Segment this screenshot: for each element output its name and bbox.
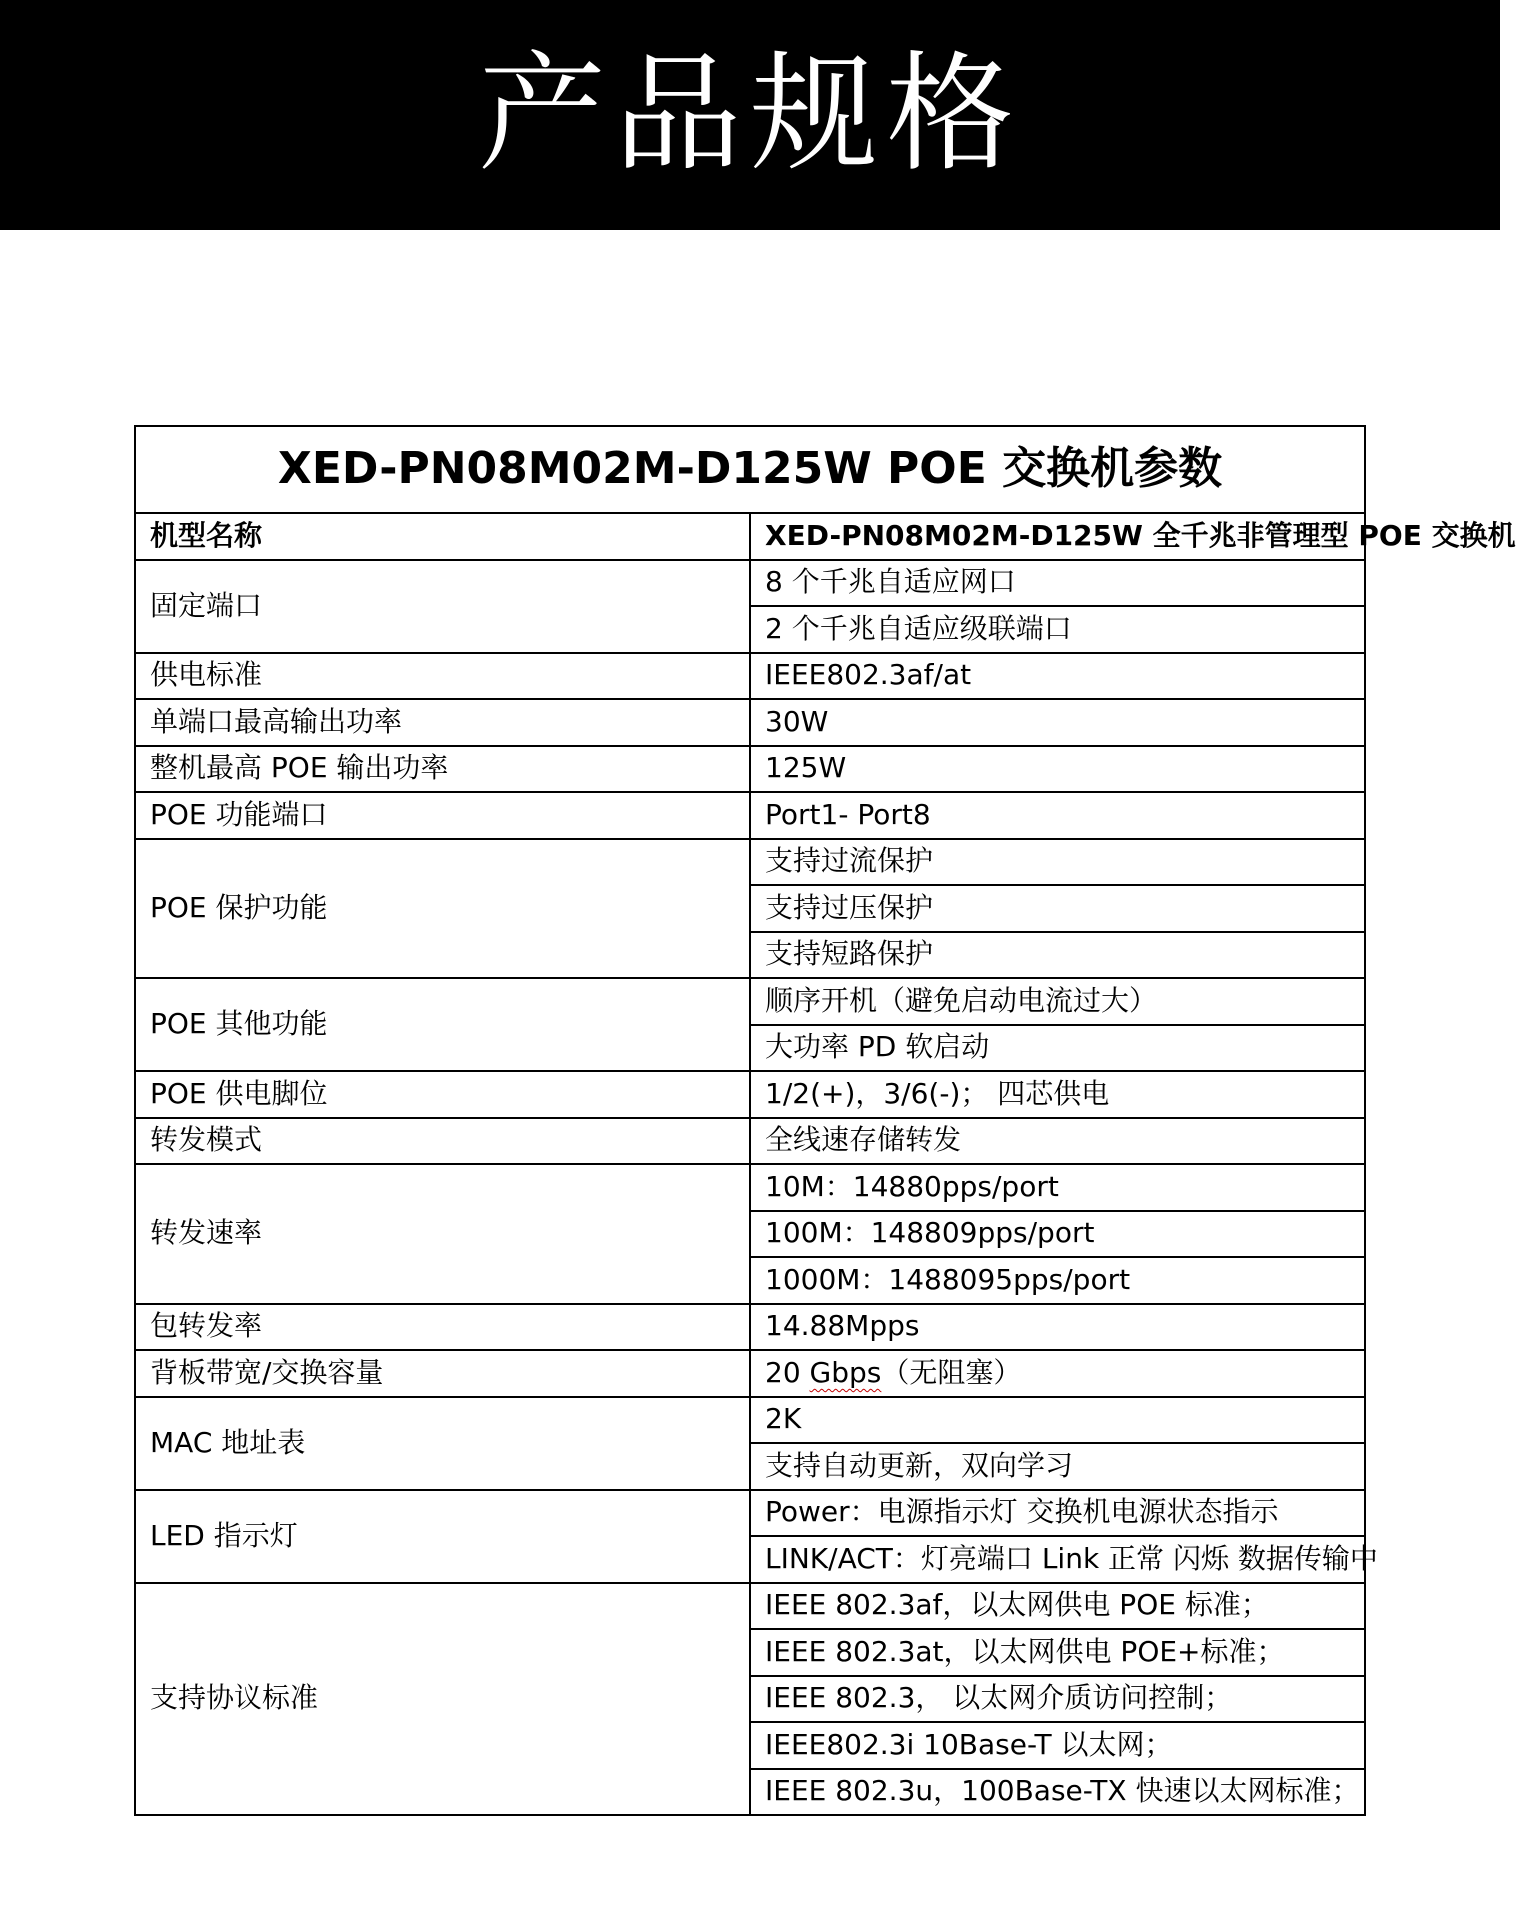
row-value: 8 个千兆自适应网口: [750, 560, 1365, 607]
table-row: [135, 1397, 1365, 1444]
table-row: [135, 839, 1365, 886]
row-value: IEEE 802.3u，100Base-TX 快速以太网标准；: [750, 1769, 1365, 1816]
table-row: [135, 1350, 1365, 1397]
row-value: 1000M：1488095pps/port: [750, 1257, 1365, 1304]
row-value: Power：电源指示灯 交换机电源状态指示: [750, 1490, 1365, 1537]
row-value: 支持过压保护: [750, 885, 1365, 932]
table-row: [135, 560, 1365, 607]
row-label: POE 其他功能: [135, 978, 750, 1071]
table-row: [135, 1118, 1365, 1165]
value-prefix: 20: [765, 1355, 810, 1389]
row-value: 全线速存储转发: [750, 1118, 1365, 1165]
row-label: 转发速率: [135, 1164, 750, 1304]
table-row: [135, 1164, 1365, 1211]
row-value: 10M：14880pps/port: [750, 1164, 1365, 1211]
page-title: 产品规格: [477, 40, 1022, 189]
row-label: 固定端口: [135, 560, 750, 653]
row-value: 30W: [750, 699, 1365, 746]
table-row: [135, 653, 1365, 700]
row-value: LINK/ACT：灯亮端口 Link 正常 闪烁 数据传输中: [750, 1536, 1365, 1583]
row-value: [750, 1350, 1365, 1397]
row-label: 支持协议标准: [135, 1583, 750, 1816]
table-row: [135, 1304, 1365, 1351]
row-value: 支持过流保护: [750, 839, 1365, 886]
row-label: 转发模式: [135, 1118, 750, 1165]
row-value: IEEE 802.3af，以太网供电 POE 标准；: [750, 1583, 1365, 1630]
header-banner: [0, 0, 1500, 230]
table-row: [135, 1583, 1365, 1630]
table-row: [135, 792, 1365, 839]
row-label: 背板带宽/交换容量: [135, 1350, 750, 1397]
row-value: IEEE802.3i 10Base-T 以太网；: [750, 1722, 1365, 1769]
row-label: POE 功能端口: [135, 792, 750, 839]
row-label: 包转发率: [135, 1304, 750, 1351]
row-value: 1/2(+)，3/6(-)； 四芯供电: [750, 1071, 1365, 1118]
table-row: [135, 1071, 1365, 1118]
table-row: [135, 978, 1365, 1025]
spec-table: [134, 425, 1516, 1816]
row-value: XED-PN08M02M-D125W 全千兆非管理型 POE 交换机: [750, 513, 1365, 560]
row-value: IEEE802.3af/at: [750, 653, 1365, 700]
table-title: XED-PN08M02M-D125W POE 交换机参数: [135, 426, 1365, 513]
row-value: 2 个千兆自适应级联端口: [750, 606, 1365, 653]
row-label: POE 供电脚位: [135, 1071, 750, 1118]
row-value: IEEE 802.3， 以太网介质访问控制；: [750, 1676, 1365, 1723]
row-value: 100M：148809pps/port: [750, 1211, 1365, 1258]
row-value: 支持自动更新，双向学习: [750, 1443, 1365, 1490]
row-value: Port1- Port8: [750, 792, 1365, 839]
value-suffix: （无阻塞）: [881, 1355, 1022, 1389]
row-value: 125W: [750, 746, 1365, 793]
row-value: IEEE 802.3at，以太网供电 POE+标准；: [750, 1629, 1365, 1676]
row-value: 大功率 PD 软启动: [750, 1025, 1365, 1072]
table-row: [135, 746, 1365, 793]
row-label: 单端口最高输出功率: [135, 699, 750, 746]
row-label: POE 保护功能: [135, 839, 750, 979]
row-label: 整机最高 POE 输出功率: [135, 746, 750, 793]
table-row: [135, 513, 1365, 560]
table-row: [135, 1490, 1365, 1537]
row-value: 14.88Mpps: [750, 1304, 1365, 1351]
row-value: 顺序开机（避免启动电流过大）: [750, 978, 1365, 1025]
table-row: [135, 699, 1365, 746]
row-value: 2K: [750, 1397, 1365, 1444]
row-label: MAC 地址表: [135, 1397, 750, 1490]
row-value: 支持短路保护: [750, 932, 1365, 979]
row-label: LED 指示灯: [135, 1490, 750, 1583]
row-label: 机型名称: [135, 513, 750, 560]
row-label: 供电标准: [135, 653, 750, 700]
spellcheck-word: Gbps: [809, 1355, 882, 1389]
